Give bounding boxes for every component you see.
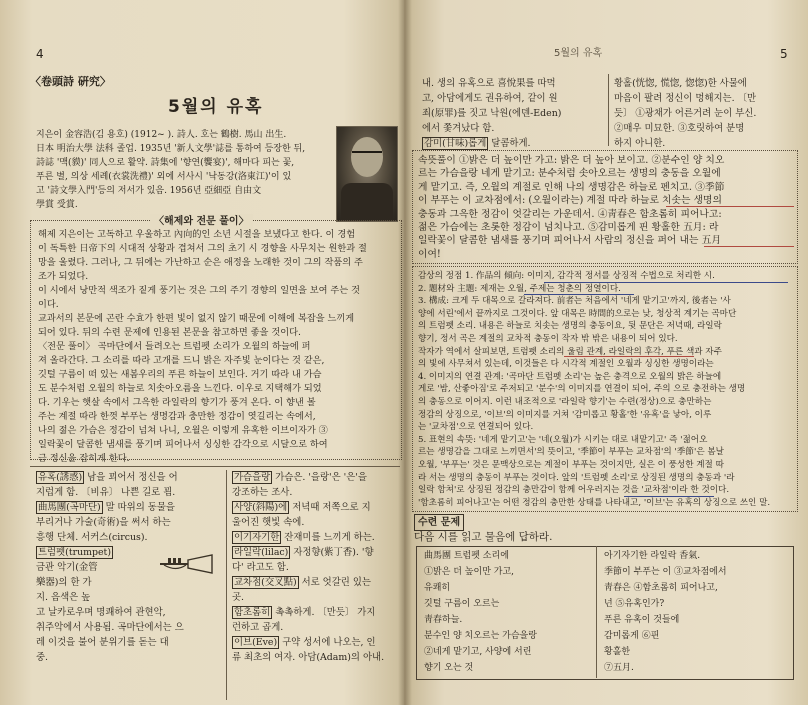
meaning-line: 르는 가슴을랑 네게 맡기고: 분수처럼 솟아오르는 생명의 충동을 오월에 [418, 168, 721, 180]
blue-underline [524, 294, 634, 295]
glossary-text: 내. 생의 유혹으로 喜悅果를 따먹 [422, 78, 556, 89]
glossary-text: ②매우 미묘한. ③호릿하여 분명 [614, 123, 745, 134]
glossary-entry [232, 530, 398, 545]
commentary-line: 망을 울렸다. 그러나, 그 뒤에는 가난하고 순은 애정을 노래한 것이 그의 작품의 주 [38, 257, 363, 268]
glossary-text: 금관 악기(金管 [36, 562, 98, 573]
glossary-entry [36, 590, 222, 605]
glossary-right [232, 470, 398, 665]
red-underline [564, 356, 694, 357]
study-line: 4. 이미지의 연결 관계: '곡마단 트럼펫 소리'는 높은 충격으로 오월의 밝은 하늘에 [418, 371, 722, 382]
commentary-line: 〈전문 풀이〉 곡마단에서 들려오는 트럼펫 소리가 오월의 하늘에 퍼 [38, 341, 311, 352]
exercise-poem-line: 아기자기한 라일락 香氣. [604, 551, 701, 561]
exercise-divider [596, 546, 597, 678]
study-line: 감상의 정점 1. 作品의 傾向: 이미지, 감각적 정서를 상징적 수법으로 처리한 시. [418, 271, 715, 281]
commentary-text [38, 228, 396, 466]
study-line: 오월, '부푸는' 것은 문맥상으로는 계절이 부푸는 것이지만, 실은 이 풍성한 계절 따 [418, 459, 724, 470]
glossary-text: 강조하는 조사. [232, 487, 293, 498]
study-line: 2. 題材와 主題: 제재는 오월, 주제는 청춘의 정열이다. [418, 283, 621, 294]
exercise-poem-line: 분수인 양 치오르는 가슴을랑 [424, 631, 537, 641]
study-text [418, 270, 794, 509]
study-line: 작자가 역에서 살피보면, 트럼펫 소리의 울림 관계, 라일락의 후각, 푸른 색과 자주 [418, 346, 722, 357]
meaning-line: 충동과 그윽한 정감이 엇갈리는 가운데서. ④靑春은 함초롬히 피어나고: [418, 208, 722, 220]
glossary-term: 사양(斜陽)에 [234, 502, 288, 513]
exercise-poem-line: ①밝은 더 높이만 가고, [424, 567, 514, 577]
glossary-text: 지럽게 함. 〔비유〕 나쁜 길로 꾐. [36, 487, 176, 498]
glossary-text: 서로 엇갈린 있는 [301, 577, 371, 588]
commentary-line: 져 올라간다. 그 소리를 따라 고개를 드니 밝은 자주빛 눈이다는 것 같은, [38, 355, 325, 366]
glossary-entry [232, 485, 398, 500]
glossary-text: 고, 아담에게도 권유하여, 같이 원 [422, 93, 558, 104]
glossary-text: 고 날카로우며 명쾌하여 관현악, [36, 607, 166, 618]
glossary-divider [226, 470, 227, 700]
glossary-text: 지. 음색은 높 [36, 592, 91, 603]
glossary-top-rule [30, 466, 400, 467]
study-line: 향기, 정서 곡은 계절의 교차적 충동이 작자 밖 밖은 내용이 되어 있다. [418, 333, 678, 344]
photo-suit [341, 183, 393, 221]
exercise-poem-line: 季節이 부푸는 이 ③교차점에서 [604, 567, 727, 577]
glossary-text: 다' 라고도 함. [232, 562, 289, 573]
author-bio-line: 지은이 金容浩(김 용호) (1912~ ). 詩人. 호는 鶴樹. 馬山 出生. [36, 130, 287, 140]
exercise-poem-line: 靑春하늘. [424, 615, 463, 625]
commentary-line: 이 독특한 日帝下의 시대적 상황과 겹쳐서 그의 초기 시 경향을 사무치는 원한과 절 [38, 243, 367, 254]
study-line: 5. 표현의 속뜻: '네게 맡기고'는 '네(오월)가 시키는 대로 내맡기고' 즉 '젊어오 [418, 434, 708, 445]
commentary-line: 교과서의 본문에 곤란 수효가 한편 빛이 없지 않기 때문에 이해에 복잡을 느끼게 [38, 313, 355, 324]
exercise-poem-right [604, 548, 788, 676]
glossary-divider [608, 74, 609, 146]
meaning-line: 속뜻풀이 ①밝은 더 높이만 가고: 밝은 더 높아 보이고. ②분수인 양 치오 [418, 155, 725, 166]
exercise-poem-line: 曲馬團 트럼펫 소리에 [424, 551, 509, 561]
glossary-entry [232, 635, 398, 650]
glossary-text: 레 이것을 불어 분위기를 돋는 대 [36, 637, 169, 648]
glossary-entry [232, 545, 398, 560]
blue-underline [624, 496, 714, 497]
meaning-line: 이여! [418, 248, 441, 260]
exercise-poem-line: 감미롭게 ⑥핀 [604, 631, 660, 641]
glossary-text: 남을 꾀어서 정신을 어 [87, 472, 178, 483]
commentary-header: 〈해제와 전문 풀이〉 [150, 214, 253, 229]
commentary-line: 다. 기우는 햇살 속에서 그윽한 라일락의 향기가 풍겨 온다. 이 향낸 볼 [38, 397, 316, 408]
glossary-entry [36, 620, 222, 635]
glossary-text: 황홀(恍惚, 慌惚, 惚惚)한 사물에 [614, 78, 747, 89]
study-line: 르는 생명감을 그대로 느끼면서'의 뜻이고, '季節이 부푸는 교차점'의 '季節'은 봄날 [418, 447, 724, 458]
book-gutter [398, 0, 412, 705]
glossary-entry [232, 590, 398, 605]
glossary-text: 자정향(紫丁香). '향 [293, 547, 374, 558]
glossary-term: 함초롬히 [234, 607, 271, 618]
study-line: 정감의 상징으로, '이브'의 이미지를 거쳐 '감미롭고 황홀'한 '유혹'을 낳아, 이루 [418, 409, 712, 420]
commentary-line: 주는 계절 따라 한껏 부푸는 생명감과 충만한 정감이 엿길리는 속에서, [38, 411, 316, 422]
commentary-line: 나의 젊은 가슴은 정감이 넘쳐 나니, 오월은 이렇게 유혹한 이브이자가 ③ [38, 425, 328, 436]
meaning-line: 일락꽃이 달콤한 냄새를 풍기며 피어나서 사람의 정신을 퍼어 내는 五月 [418, 235, 722, 247]
commentary-line: 이다. [38, 299, 59, 310]
exercise-poem-line: ⑦五月. [604, 663, 634, 673]
glossary-entry [36, 485, 222, 500]
glossary-term: 유혹(誘惑) [38, 472, 83, 483]
glossary-continued [422, 76, 606, 151]
commentary-line: 조가 되었다. [38, 271, 89, 282]
glossary-text: 류 최초의 여자. 아담(Adam)의 아내. [232, 652, 385, 663]
exercise-poem-line: 푸른 유혹이 것들에 [604, 615, 680, 625]
commentary-line: 이 시에서 낭만적 색조가 짙게 풍기는 것은 그의 주기 경향의 일면을 보여 주는 것 [38, 285, 360, 296]
glossary-text: 달콤하게. [491, 138, 531, 149]
exercise-poem-line: 넌 ⑤유혹인가? [604, 599, 665, 609]
glossary-term: 라일락(lilac) [234, 547, 289, 558]
study-line: 의 트럼펫 소리. 내용은 하늘로 치솟는 생명의 충동이요, 뒷 문단은 저녁때, 라일락 [418, 321, 722, 332]
glossary-entry [36, 515, 222, 530]
author-photo [336, 126, 398, 222]
glossary-entry [36, 470, 222, 485]
study-line: '함초롬히 피어나고'는 어떤 정감의 충만한 상태를 나타내고, '이브'는 유혹의 상징으로 쓰인 말. [418, 497, 771, 508]
glossary-text: 취주악에서 사용됨. 곡마단에서는 으 [36, 622, 184, 633]
glossary-term: 曲馬團(곡마단) [38, 502, 101, 513]
glossary-term: 이기자기한 [234, 532, 280, 543]
glossary-entry [232, 650, 398, 665]
exercise-instruction: 다음 시를 읽고 물음에 답하라. [414, 531, 553, 543]
glossary-entry [36, 635, 222, 650]
glossary-text: 중. [36, 652, 49, 663]
commentary-line: 해제 지은이는 고독하고 우울하고 內向的인 소년 시절을 보냈다고 한다. 이 경험 [38, 229, 356, 240]
glossary-term: 감미(甘味)롭게 [424, 138, 487, 149]
author-bio-line: 고 '詩文學入門'등의 저서가 있음. 1956년 亞細亞 自由文 [36, 186, 262, 196]
glossary-text: 저녁때 저쪽으로 지 [292, 502, 371, 513]
red-underline [704, 246, 794, 247]
study-line: 게로 '밤, 산좋아짐'로 주저되고 '분수'의 이미지를 연결이 되어, 주의 으로 충전하는 생명 [418, 384, 746, 395]
author-bio [36, 128, 332, 212]
glossary-text: 촉촉하게. 〔만듯〕 가지 [275, 607, 376, 618]
glossary-text: 하지 아니한. [614, 138, 666, 149]
study-line: 3. 構成: 크게 두 대목으로 갈라져다. 前者는 처음에서 '네게 맡기고'까지, 後者는 '사 [418, 296, 731, 307]
glossary-text: 부리거나 가술(奇術)을 써서 하는 [36, 517, 171, 528]
glossary-term: 가슴을랑 [234, 472, 271, 483]
exercise-title: 수련 문제 [414, 514, 464, 531]
study-line: 의 충동으로 이어지. 이런 내조적으로 '라일락 향기'는 수련(정상)으로 충만하는 [418, 396, 712, 407]
right-page [404, 0, 808, 705]
author-bio-line: 詩誌 '맥(貘)' 同人으로 활약. 詩集에 '향연(饗宴)', 해마다 피는 꽃, [36, 158, 295, 168]
glossary-entry [36, 500, 222, 515]
glossary-text: 런하고 곱게. [232, 622, 284, 633]
glossary-text: 곳. [232, 592, 245, 603]
exercise-poem-line: 황홀한 [604, 647, 631, 657]
glossary-text: 마음이 팔려 정신이 멍해지는. 〔만 [614, 93, 757, 104]
glossary-text: 에서 쫓겨났다 함. [422, 123, 495, 134]
exercise-poem-line: 향기 오는 것 [424, 663, 474, 673]
blue-underline [544, 282, 788, 283]
study-line: 는 '교차점'으로 연결되어 있다. [418, 422, 534, 433]
poem-title: 5월의 유혹 [168, 97, 264, 117]
glossary-text: 樂器)의 한 가 [36, 577, 92, 588]
study-line: 라 서는 생명의 충동이 부푸는 것이다. 앞의 '트럼펫 소리'로 상징된 생명의 충동과 '라 [418, 472, 735, 483]
glossary-entry [232, 620, 398, 635]
glossary-entry [36, 605, 222, 620]
glossary-text: 듯〕 ①광채가 어른거려 눈이 부신. [614, 108, 757, 119]
red-underline [666, 206, 794, 207]
glossary-entry [232, 515, 398, 530]
commentary-line: 금 정신을 잡히게 한다. [38, 453, 130, 464]
exercise-poem-line: ②네게 맡기고, 사양에 서린 [424, 647, 532, 657]
glossary-entry [232, 605, 398, 620]
glossary-right-top [614, 76, 800, 151]
glossary-entry [36, 650, 222, 665]
page-number: 4 [36, 47, 44, 61]
commentary-line: 일락꽃이 달콤한 냄새를 풍기며 피어나서 싱싱한 감각으로 시달으로 하여 [38, 439, 328, 450]
glossary-entry [422, 136, 606, 151]
glossary-text: 흥행 단체. 서커스(circus). [36, 532, 148, 543]
glossary-text: 죄(原罪)를 짓고 낙원(에덴-Eden) [422, 108, 562, 119]
glossary-entry [232, 575, 398, 590]
exercise-poem-line: 靑春은 ④함초롬히 피어나고, [604, 583, 718, 593]
section-tag: 〈卷頭詩 硏究〉 [30, 75, 111, 88]
meaning-line: 젊은 가슴에는 초롯한 정감이 넘치나고. ⑤감미롭게 핀 황홀한 五月: 라 [418, 222, 719, 234]
glossary-entry [232, 500, 398, 515]
glossary-term: 교차점(交叉點) [234, 577, 297, 588]
commentary-line: 도 분수처럼 오월의 하늘로 치솟아오름을 느낀다. 이우로 지택해가 되었 [38, 383, 322, 394]
commentary-line: 되어 있다. 뒤의 수련 문제에 인용된 본문을 참고하면 좋을 것이다. [38, 327, 301, 338]
meaning-line: 게 맡기고. 즉, 오월의 계절로 인해 나의 생명감은 하늘로 펜치고. ③季節 [418, 181, 725, 193]
glossary-text: 잔재미를 느끼게 하는. [284, 532, 375, 543]
glossary-text: 가슴은. '을랑'은 '은'을 [275, 472, 367, 483]
glossary-term: 트럼펫(trumpet) [38, 547, 111, 558]
glossary-text: 울어진 햇빛 속에. [232, 517, 305, 528]
exercise-poem-line: 깃털 구름이 오르는 [424, 599, 500, 609]
glossary-term: 이브(Eve) [234, 637, 278, 648]
page-number: 5 [780, 47, 788, 61]
author-bio-line: 푸른 별, 의상 세례(衣裳洗禮)' 외에 서사시 '낙동강(洛東江)'이 있 [36, 172, 292, 182]
meaning-line: 이 부푸는 이 교차점에서: (오월이라는) 계절 따라 하늘로 치솟는 생명의 [418, 195, 722, 207]
study-line: 일락 함쳐'로 상징된 정감의 충만감이 함께 어우러지는 것을 '교차점'이라 한 것이다. [418, 485, 730, 496]
trumpet-icon [158, 554, 214, 574]
commentary-line: 깃털 구름이 떠 있는 새봄우리의 푸른 하늘이 보인다. 거기 따라 내 가슴 [38, 369, 322, 380]
glossary-text: 말 따위의 동물을 [105, 502, 175, 513]
glossary-entry [232, 560, 398, 575]
glossary-entry [36, 530, 222, 545]
study-line: 의 빛에 사무쳐서 있는데, 이것들은 다 시각적 계절인 오월과 싱싱한 생명이라는 [418, 359, 714, 370]
exercise-poem-line: 유쾌히 [424, 583, 451, 593]
running-head: 5월의 유혹 [554, 48, 603, 59]
glossary-entry [36, 575, 222, 590]
glossary-text: 구약 성서에 나오는, 인 [282, 637, 376, 648]
glossary-entry [232, 470, 398, 485]
author-bio-line: 日本 明治大學 法科 졸업. 1935년 '新人文學'誌를 통하여 등장한 뒤, [36, 144, 306, 154]
exercise-poem-left [424, 548, 592, 676]
author-bio-line: 學賞 受賞. [36, 200, 78, 210]
study-line: 양에 서린'에서 끝까지로 그것이다. 앞 대목은 時間的으로는 낮, 청상적 계기는 곡마단 [418, 308, 737, 319]
photo-glasses [352, 151, 382, 159]
